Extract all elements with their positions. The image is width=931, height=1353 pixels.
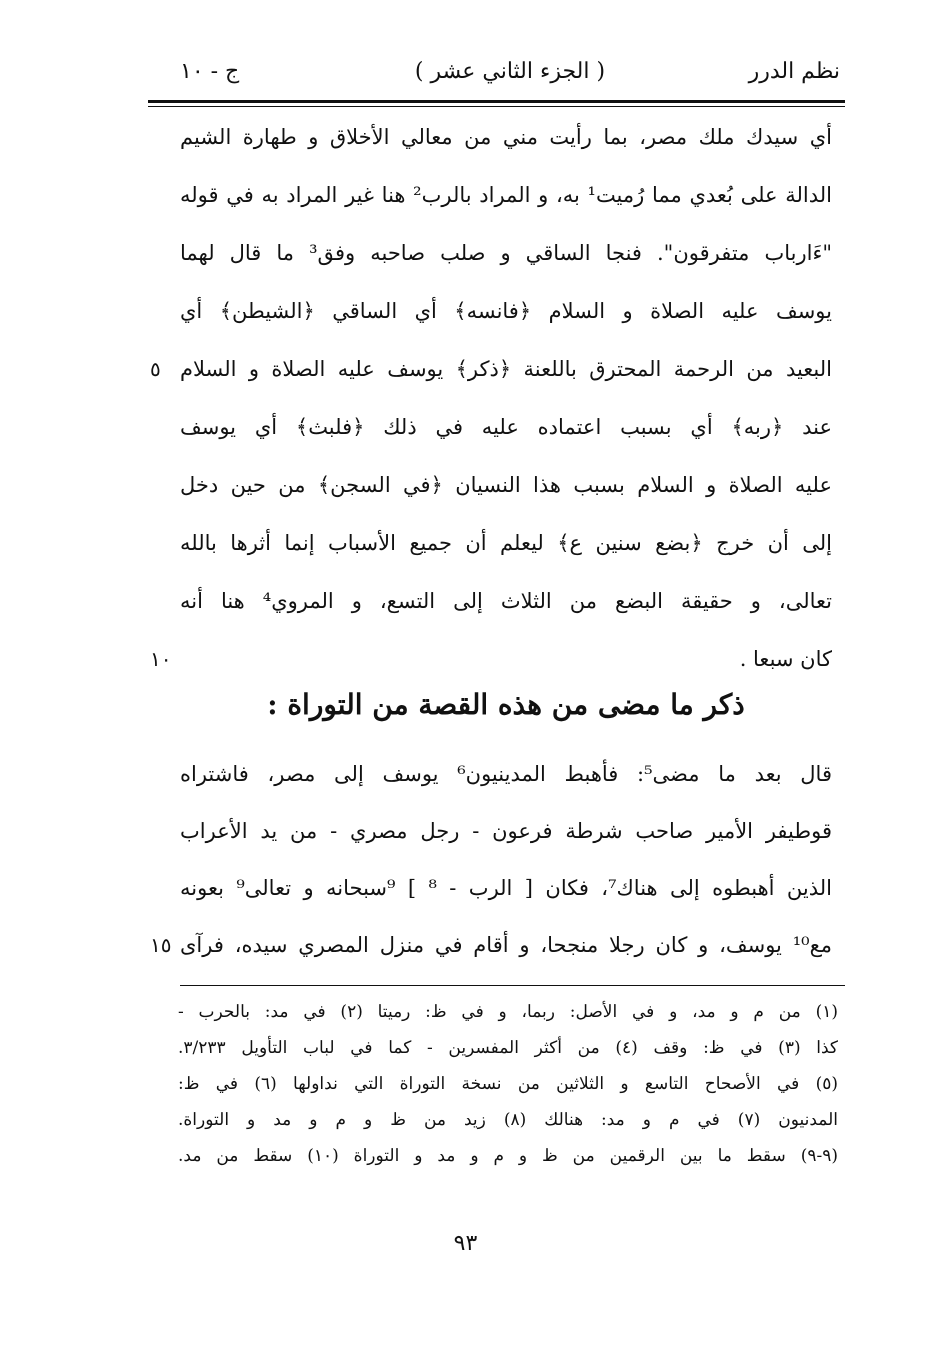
footnote-line: (٥) في الأصحاح التاسع و الثلاثين من نسخة التوراة التي نداولها (٦) في ظ: (178, 1074, 838, 1094)
body-line: أي سيدك ملك مصر، بما رأيت مني من معالي الأخلاق و طهارة الشيم (180, 125, 832, 149)
section-line: قال بعد ما مضى⁵: فأهبط المدينيون⁶ يوسف إلى مصر، فاشتراه (180, 762, 832, 786)
footnote-line: المدنيون (٧) في م و مد: هنالك (٨) زيد من ظ و م و مد و التوراة. (178, 1110, 838, 1130)
header-rule-thick (148, 100, 845, 103)
body-line: يوسف عليه الصلاة و السلام ﴿فانسه﴾ أي الساقي ﴿الشيطن﴾ أي (180, 299, 832, 323)
section-heading: ذكر ما مضى من هذه القصة من التوراة : (267, 688, 745, 721)
body-line: الدالة على بُعدي مما رُميت¹ به، و المراد بالرب² هنا غير المراد به في قوله (180, 183, 832, 207)
body-line: تعالى، و حقيقة البضع من الثلاث إلى التسع، و المروي⁴ هنا أنه (180, 589, 832, 613)
footnote-rule (180, 985, 845, 986)
body-line: عليه الصلاة و السلام بسبب هذا النسيان ﴿في السجن﴾ من حين دخل (180, 473, 832, 497)
part-label: ( الجزء الثاني عشر ) (414, 59, 606, 84)
footnote-line: كذا (٣) في ظ: وقف (٤) من أكثر المفسرين - كما في لباب التأويل ٣/٢٣٣. (178, 1038, 838, 1058)
body-line: البعيد من الرحمة المحترق باللعنة ﴿ذكر﴾ يوسف عليه الصلاة و السلام (180, 357, 832, 381)
line-number-10: ١٠ (150, 647, 172, 671)
book-title: نظم الدرر (748, 59, 840, 84)
page-number: ٩٣ (453, 1231, 478, 1256)
footnote-line: (٩-٩) سقط ما بين الرقمين من ظ و م و مد و التوراة (١٠) سقط من مد. (178, 1146, 838, 1166)
running-header (180, 56, 840, 96)
line-number-5: ٥ (150, 357, 161, 381)
section-line: مع¹⁰ يوسف، و كان رجلا منجحا، و أقام في منزل المصري سيده، فرآى (180, 933, 832, 957)
header-rule-thin (148, 106, 845, 107)
body-line: إلى أن خرج ﴿بضع سنين ع﴾ ليعلم أن جميع الأسباب إنما أثرها بالله (180, 531, 832, 555)
body-line: كان سبعا . (739, 647, 832, 671)
footnote-line: (١) من م و مد، و في الأصل: ربما، و في ظ: رميتا (٢) في مد: بالحرب - (178, 1002, 838, 1022)
body-line: "ءَارباب متفرقون". فنجا الساقي و صلب صاحبه وفق³ ما قال لهما (180, 241, 832, 265)
section-line: قوطيفر الأمير صاحب شرطة فرعون - رجل مصري - من يد الأعراب (180, 819, 832, 843)
body-line: عند ﴿ربه﴾ أي بسبب اعتماده عليه في ذلك ﴿فلبث﴾ أي يوسف (180, 415, 832, 439)
chapter-reference: ج - ١٠ (180, 59, 240, 84)
line-number-15: ١٥ (150, 933, 172, 957)
section-line: الذين أهبطوه إلى هناك⁷، فكان [ الرب - ⁸ ] ⁹سبحانه و تعالى⁹ بعونه (180, 876, 832, 900)
